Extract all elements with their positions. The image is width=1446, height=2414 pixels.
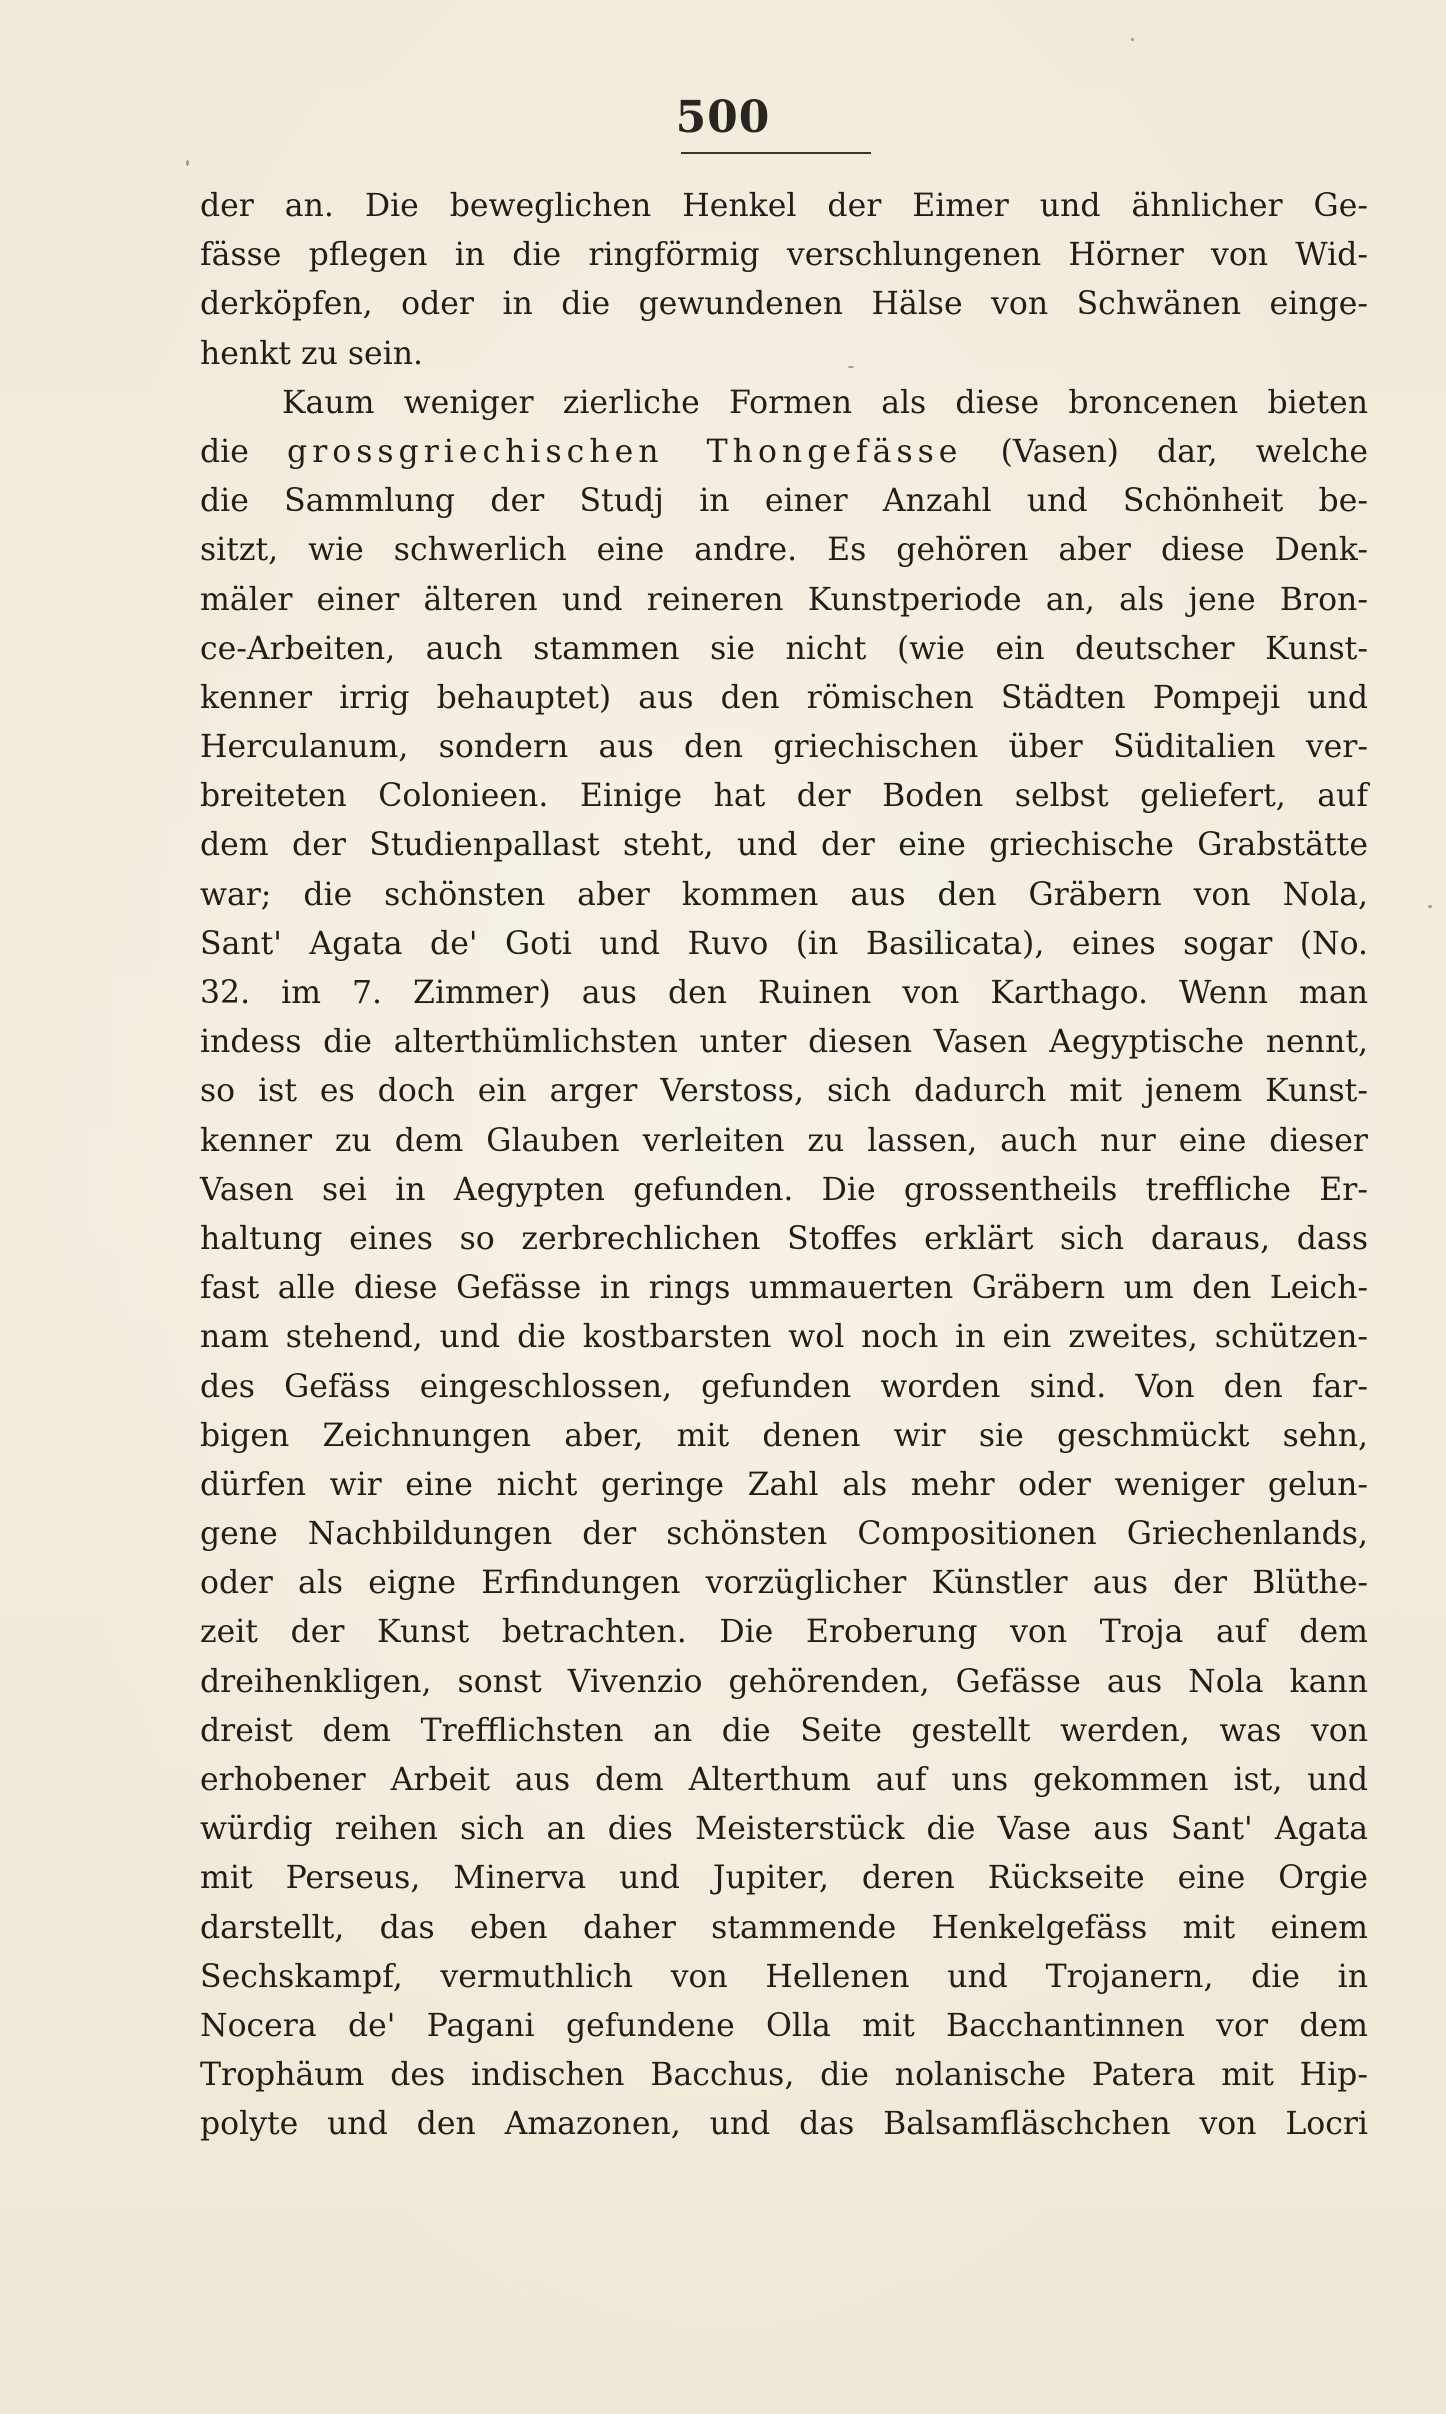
- text-line: dürfen wir eine nicht geringe Zahl als mehr oder weniger gelun-: [200, 1466, 1368, 1503]
- text-line: erhobener Arbeit aus dem Alterthum auf uns gekommen ist, und: [200, 1762, 1368, 1798]
- text-line: indess die alterthümlichsten unter diesen Vasen Aegyptische nennt,: [200, 1024, 1368, 1061]
- text-line: 32. im 7. Zimmer) aus den Ruinen von Karthago. Wenn man: [200, 975, 1368, 1011]
- paper-speck: [186, 160, 189, 166]
- text-line: Herculanum, sondern aus den griechischen über Süditalien ver-: [200, 729, 1368, 766]
- paper-speck: [1131, 38, 1134, 41]
- text-line: derköpfen, oder in die gewundenen Hälse von Schwänen einge-: [200, 286, 1368, 323]
- text-line: henkt zu sein.: [200, 335, 424, 372]
- text-line: kenner zu dem Glauben verleiten zu lassen, auch nur eine dieser: [200, 1122, 1368, 1159]
- text-line: dem der Studienpallast steht, und der eine griechische Grabstätte: [200, 827, 1368, 864]
- text-line: ce-Arbeiten, auch stammen sie nicht (wie ein deutscher Kunst-: [200, 630, 1368, 667]
- text-line: die grossgriechischen Thongefässe (Vasen) dar, welche: [200, 433, 1368, 470]
- text-line: fässe pflegen in die ringförmig verschlungenen Hörner von Wid-: [200, 237, 1368, 274]
- paragraph-start-line: Kaum weniger zierliche Formen als diese broncenen bieten: [282, 384, 1368, 421]
- text-line: nam stehend, und die kostbarsten wol noch in ein zweites, schützen-: [200, 1319, 1368, 1356]
- text-line: Sechskampf, vermuthlich von Hellenen und Trojanern, die in: [200, 1958, 1368, 1995]
- text-line: breiteten Colonieen. Einige hat der Boden selbst geliefert, auf: [200, 778, 1368, 815]
- text-line: fast alle diese Gefässe in rings ummauerten Gräbern um den Leich-: [200, 1270, 1368, 1307]
- text-line: gene Nachbildungen der schönsten Compositionen Griechenlands,: [200, 1516, 1368, 1553]
- text-line: würdig reihen sich an dies Meisterstück die Vase aus Sant' Agata: [200, 1811, 1368, 1848]
- text-line: des Gefäss eingeschlossen, gefunden worden sind. Von den far-: [200, 1368, 1368, 1405]
- page-number: 500: [675, 92, 771, 143]
- text-line: haltung eines so zerbrechlichen Stoffes erklärt sich daraus, dass: [200, 1220, 1368, 1257]
- text-line: polyte und den Amazonen, und das Balsamfläschchen von Locri: [200, 2106, 1368, 2143]
- text-line: mit Perseus, Minerva und Jupiter, deren Rückseite eine Orgie: [200, 1860, 1368, 1897]
- text-line: dreist dem Trefflichsten an die Seite gestellt werden, was von: [200, 1712, 1368, 1749]
- text-line: Trophäum des indischen Bacchus, die nolanische Patera mit Hip-: [200, 2057, 1368, 2094]
- header-rule: [681, 152, 871, 154]
- text-line: dreihenkligen, sonst Vivenzio gehörenden, Gefässe aus Nola kann: [200, 1663, 1368, 1700]
- text-line: zeit der Kunst betrachten. Die Eroberung von Troja auf dem: [200, 1614, 1368, 1651]
- text-line: sitzt, wie schwerlich eine andre. Es gehören aber diese Denk-: [200, 532, 1368, 569]
- text-line: Nocera de' Pagani gefundene Olla mit Bacchantinnen vor dem: [200, 2007, 1368, 2044]
- text-line: mäler einer älteren und reineren Kunstperiode an, als jene Bron-: [200, 581, 1368, 618]
- text-line: oder als eigne Erfindungen vorzüglicher Künstler aus der Blüthe-: [200, 1565, 1368, 1602]
- text-line: darstellt, das eben daher stammende Henkelgefäss mit einem: [200, 1909, 1368, 1946]
- text-line: war; die schönsten aber kommen aus den Gräbern von Nola,: [200, 876, 1368, 913]
- text-line: Sant' Agata de' Goti und Ruvo (in Basilicata), eines sogar (No.: [200, 925, 1368, 962]
- emphasized-term: grossgriechischen Thongefässe: [287, 433, 963, 470]
- body-text: [200, 182, 1368, 2150]
- text-line: die Sammlung der Studj in einer Anzahl und Schönheit be-: [200, 483, 1368, 520]
- paper-speck: [848, 366, 854, 368]
- text-line: Vasen sei in Aegypten gefunden. Die grossentheils treffliche Er-: [200, 1171, 1368, 1208]
- text-line: kenner irrig behauptet) aus den römischen Städten Pompeji und: [200, 679, 1368, 716]
- paper-speck: [1428, 905, 1432, 908]
- text-line: bigen Zeichnungen aber, mit denen wir sie geschmückt sehn,: [200, 1417, 1368, 1454]
- text-line: der an. Die beweglichen Henkel der Eimer und ähnlicher Ge-: [200, 188, 1368, 224]
- text-line: so ist es doch ein arger Verstoss, sich dadurch mit jenem Kunst-: [200, 1073, 1368, 1110]
